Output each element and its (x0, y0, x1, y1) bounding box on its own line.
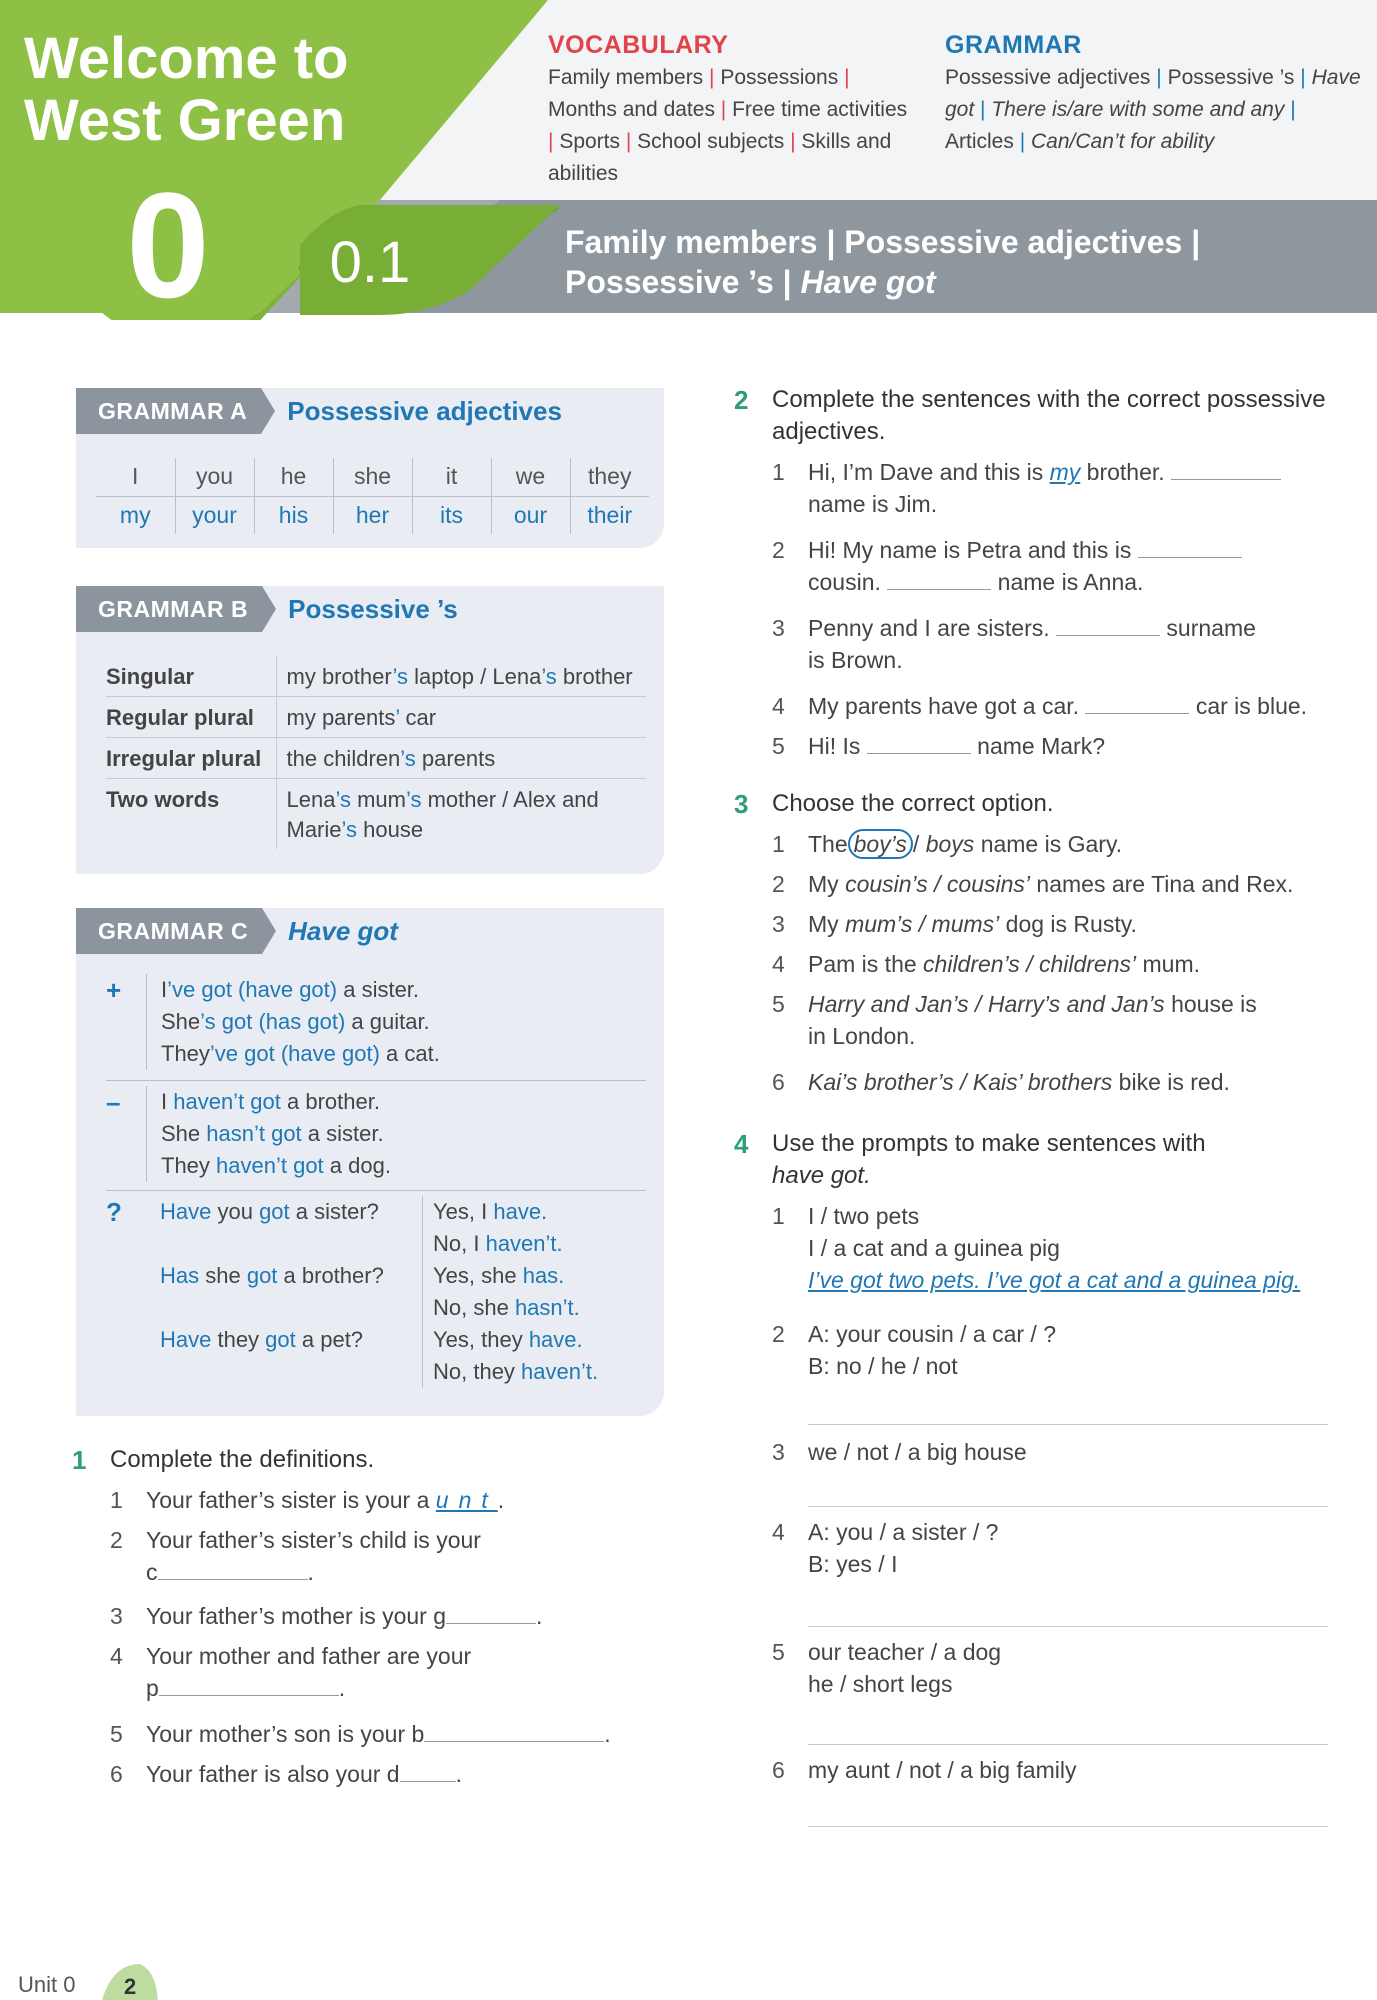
short-answers: Yes, I have. No, I haven’t. Yes, she has. No, she hasn’t. Yes, they have. No, they haven’t. (422, 1196, 636, 1388)
answer-blank[interactable] (1171, 458, 1281, 480)
negative-symbol: – (106, 1087, 121, 1117)
option[interactable]: mum’s (845, 911, 913, 937)
grammar-c-tag: GRAMMAR C (76, 908, 262, 954)
grammar-b-tag: GRAMMAR B (76, 586, 262, 632)
lesson-title (565, 222, 1365, 302)
vocabulary-list: Family members | Possessions | Months and dates | Free time activities | Sports | School subjects | Skills and abilities (548, 66, 908, 185)
table-row: Regular plural my parents’ car (106, 697, 646, 738)
answer-blank[interactable] (400, 1760, 456, 1782)
answer-blank[interactable] (867, 732, 971, 754)
question-symbol: ? (106, 1197, 122, 1227)
option[interactable]: Harry and Jan’s (808, 991, 969, 1017)
answer-blank[interactable] (1138, 536, 1242, 558)
possessive-adjectives-table: I you he she it we they my your his her its our their (96, 458, 649, 534)
option[interactable]: cousins’ (946, 871, 1031, 897)
grammar-c-title: Have got (288, 915, 398, 946)
table-row: Two words Lena’s mum’s mother / Alex and Marie’s house (106, 779, 646, 850)
unit-title-line-1: Welcome to (24, 26, 349, 91)
grammar-b-title: Possessive ’s (288, 593, 458, 624)
unit-title (24, 28, 394, 152)
exercise-3: 3 Choose the correct option. 1 The boy’s / boys name is Gary. 2 My cousin’s / cousins’ names are Tina and Rex. 3 My mum’s / mums’ dog is Rusty. 4 Pam is the children’s / childrens’ mum. 5 Harry and Jan’s / Harry’s and Jan’s house is in London. 6 Kai’s brother’s / Kais’ brothers bike is red. (734, 788, 1354, 1108)
answer-blank[interactable] (1085, 692, 1189, 714)
lesson-title-line-2: Possessive ’s | Have got (565, 264, 936, 300)
answer-blank[interactable] (159, 1674, 339, 1696)
exercise-1-instruction: Complete the definitions. (110, 1446, 375, 1473)
answer-line[interactable] (808, 1506, 1328, 1507)
unit-title-line-2: West Green (24, 88, 346, 153)
answer-example: I’ve got two pets. I’ve got a cat and a guinea pig. (808, 1267, 1301, 1293)
exercise-2: 2 Complete the sentences with the correct possessive adjectives. 1 Hi, I’m Dave and this is my brother. name is Jim. 2 Hi! My name is Petra and this is cousin. name is Anna. 3 Penny and I are sisters. surname is Brown. 4 My parents have got a car. car is blue. 5 Hi! Is name Mark? (734, 384, 1354, 764)
answer-line[interactable] (808, 1424, 1328, 1425)
footer-unit-label: Unit 0 (18, 1972, 76, 1997)
lesson-title-line-1: Family members | Possessive adjectives | (565, 224, 1201, 260)
grammar-a-box (76, 388, 664, 548)
exercise-3-instruction: Choose the correct option. (772, 790, 1054, 817)
exercise-4: 4 Use the prompts to make sentences with have got. 1 I / two pets I / a cat and a guinea pig I’ve got two pets. I’ve got a cat and a guinea pig. 2 A: your cousin / a car / ? B: no / he / not 3 we / not / a big house 4 A: you / a sister / ? B: yes / I 5 our teacher / a dog he / short legs 6 my aunt / not / a big family (734, 1128, 1354, 1848)
exercise-3-number: 3 (734, 789, 749, 819)
exercise-1: 1 Complete the definitions. 1 Your father’s sister is your a unt. 2 Your father’s sister’s child is your c . 3 Your father’s mother is your g . 4 Your mother and father are your p . 5 Your mother’s son is your b . 6 Your father is also your d . (72, 1444, 672, 1804)
option[interactable]: Harry’s and Jan’s (987, 991, 1165, 1017)
vocabulary-topics (548, 30, 918, 190)
grammar-c-box: GRAMMAR C Have got + I’ve got (have got) a sister. She’s got (has got) a guitar. They’ve got (have got) a cat. – I haven’t got a brother. She hasn’t got a sister. They haven’t got a dog. ? Have you got a sister? Has she got a brother? Have they got a pet? Yes, I have. No, I haven’t. Yes, she has. No, she hasn’t. Yes, they have. No, they haven’t. (76, 908, 664, 1416)
page-number-badge (100, 1958, 160, 2000)
positive-symbol: + (106, 975, 122, 1005)
answer-line[interactable] (808, 1626, 1328, 1627)
negative-examples: I haven’t got a brother. She hasn’t got a sister. They haven’t got a dog. (146, 1086, 636, 1182)
lesson-number: 0.1 (329, 230, 411, 295)
option[interactable]: mums’ (931, 911, 1000, 937)
grammar-a-title: Possessive adjectives (287, 395, 562, 426)
positive-examples: I’ve got (have got) a sister. She’s got (has got) a guitar. They’ve got (have got) a cat. (146, 974, 636, 1070)
grammar-a-tag: GRAMMAR A (76, 388, 261, 434)
page-number: 2 (124, 1974, 137, 1999)
table-row: Singular my brother’s laptop / Lena’s brother (106, 656, 646, 697)
answer-blank[interactable] (424, 1720, 604, 1742)
answer-blank[interactable] (158, 1558, 308, 1580)
exercise-4-number: 4 (734, 1129, 749, 1159)
grammar-list: Possessive adjectives | Possessive ’s | Have got | There is/are with some and any | Articles | Can/Can’t for ability (945, 66, 1361, 153)
answer-blank[interactable] (1056, 614, 1160, 636)
option[interactable]: children’s (923, 951, 1020, 977)
answer-example: unt (435, 1487, 498, 1513)
option[interactable]: cousin’s (845, 871, 928, 897)
option[interactable]: Kais’ brothers (972, 1069, 1113, 1095)
answer-line[interactable] (808, 1826, 1328, 1827)
possessive-s-table (106, 656, 646, 849)
option-selected[interactable]: boy’s (848, 829, 913, 859)
option[interactable]: Kai’s brother’s (808, 1069, 954, 1095)
exercise-2-number: 2 (734, 385, 749, 415)
table-row: Irregular plural the children’s parents (106, 738, 646, 779)
vocabulary-heading: VOCABULARY (548, 31, 729, 59)
option[interactable]: boys (925, 831, 975, 857)
answer-line[interactable] (808, 1744, 1328, 1745)
answer-blank[interactable] (446, 1602, 536, 1624)
answer-example: my (1049, 459, 1081, 485)
exercise-1-number: 1 (72, 1445, 87, 1475)
grammar-heading: GRAMMAR (945, 31, 1082, 59)
unit-number: 0 (126, 161, 210, 329)
grammar-topics (945, 30, 1365, 158)
option[interactable]: childrens’ (1038, 951, 1137, 977)
exercise-4-instruction: Use the prompts to make sentences with have got. (772, 1130, 1206, 1189)
answer-blank[interactable] (887, 568, 991, 590)
exercise-2-instruction: Complete the sentences with the correct possessive adjectives. (772, 386, 1326, 445)
grammar-b-box (76, 586, 664, 874)
